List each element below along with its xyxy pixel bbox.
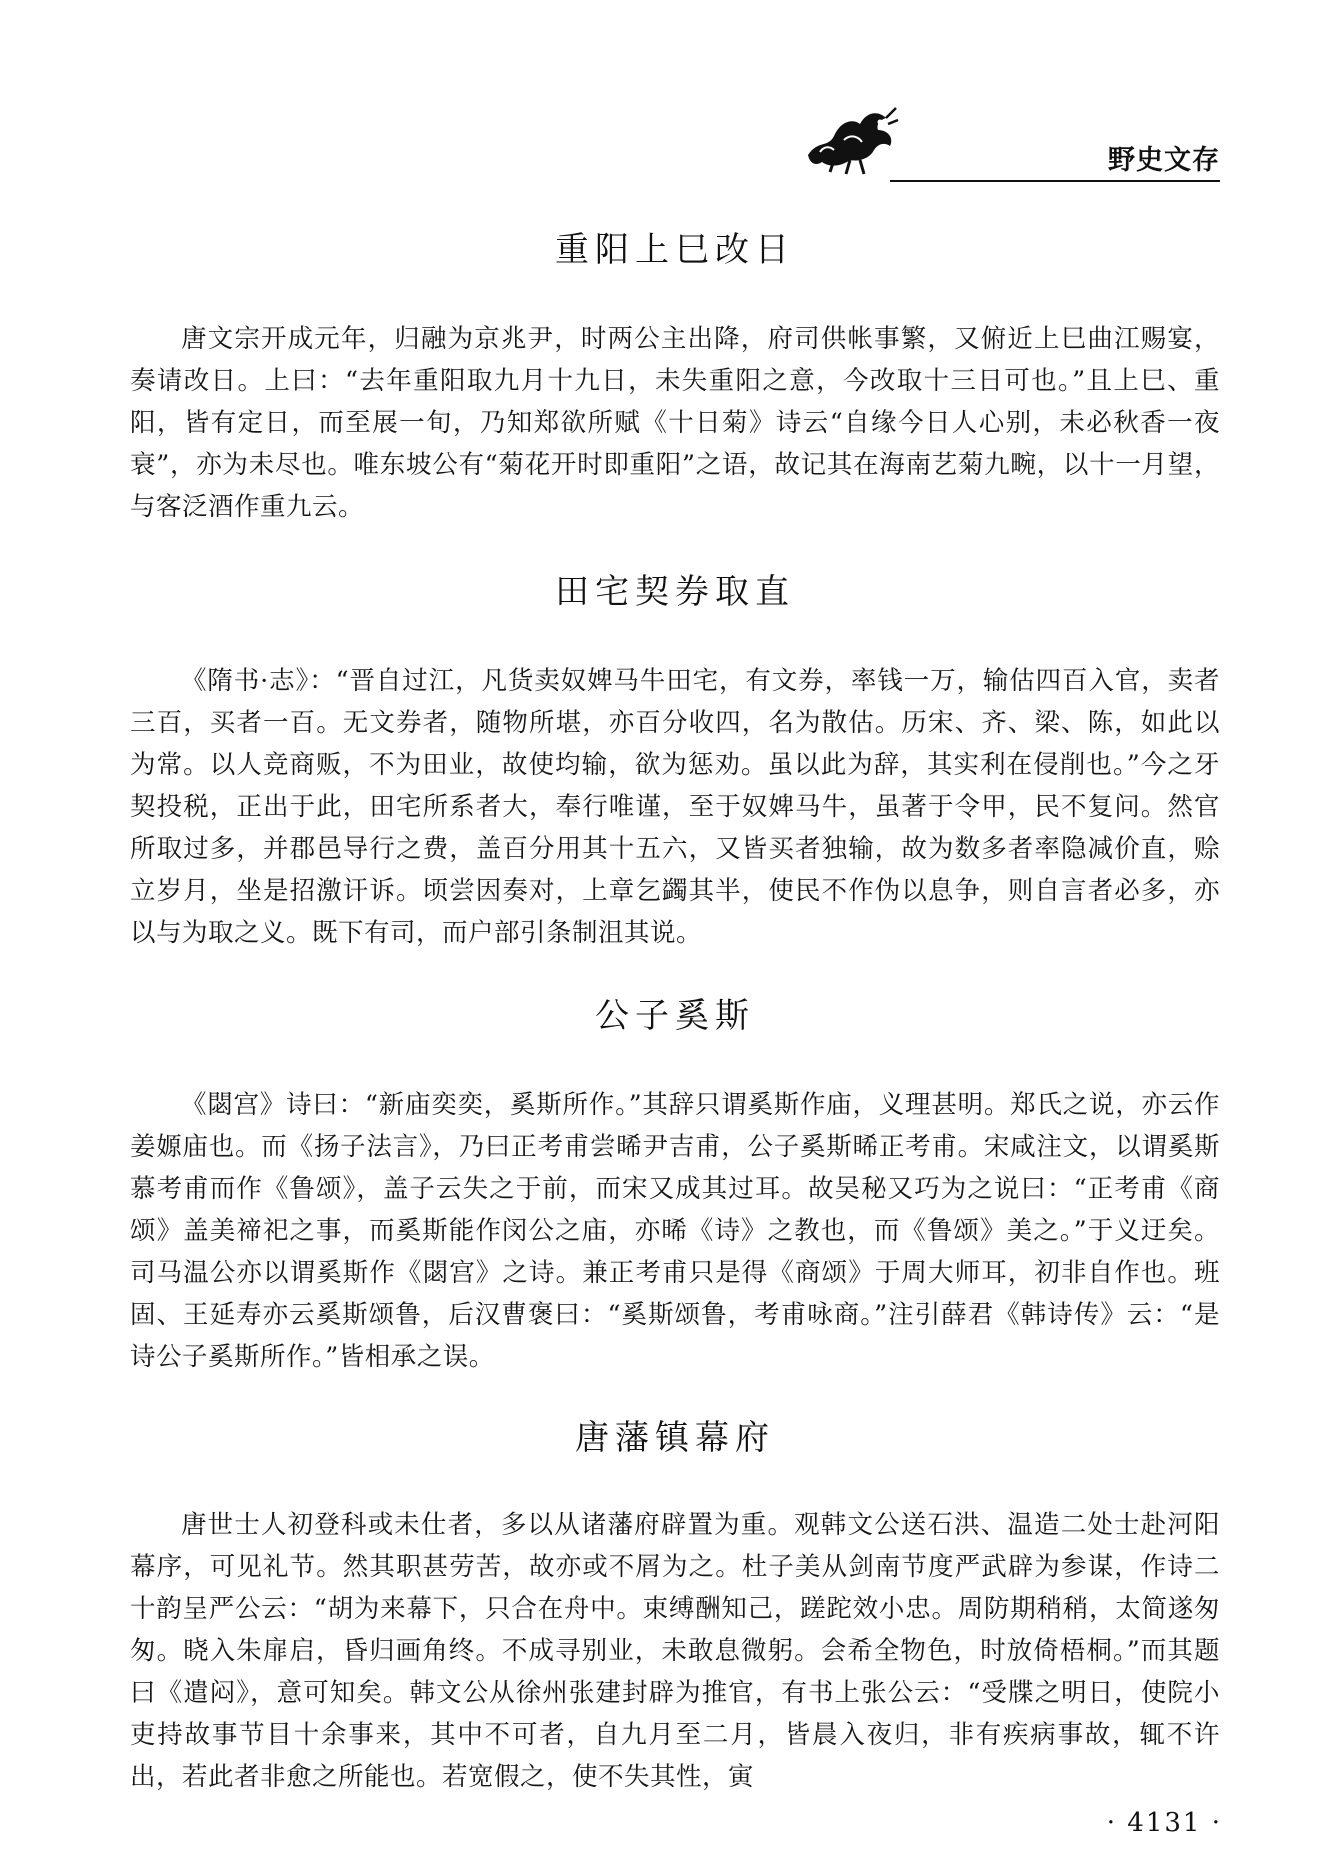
- section-chongyang: [130, 220, 1220, 528]
- section-body: 唐世士人初登科或未仕者，多以从诸藩府辟置为重。观韩文公送石洪、温造二处士赴河阳幕序，可见礼节。然其职甚劳苦，故亦或不屑为之。杜子美从剑南节度严武辟为参谋，作诗二十韵呈严公云：“胡为来幕下，只合在舟中。束缚酬知己，蹉跎效小忠。周防期稍稍，太简遂匆匆。晓入朱扉启，昏归画角终。不成寻别业，未敢息微躬。会希全物色，时放倚梧桐。”而其题曰《遣闷》，意可知矣。韩文公从徐州张建封辟为推官，有书上张公云：“受牒之明日，使院小吏持故事节目十余事来，其中不可者，自九月至二月，皆晨入夜归，非有疾病事故，辄不许出，若此者非愈之所能也。若宽假之，使不失其性，寅: [130, 1510, 1220, 1792]
- header-rule: [890, 180, 1220, 182]
- section-title: 田宅契券取直: [555, 572, 795, 612]
- header-title: 野史文存: [1108, 145, 1220, 176]
- dragon-emblem-icon: [800, 100, 900, 180]
- section-title: 公子奚斯: [595, 996, 755, 1036]
- section-muzhu: [130, 1408, 1220, 1798]
- section-title: 重阳上巳改日: [555, 230, 795, 270]
- section-xisi: [130, 986, 1220, 1378]
- page-number: · 4131 ·: [1106, 1808, 1222, 1838]
- section-title: 唐藩镇幕府: [575, 1418, 775, 1458]
- page-header: [790, 100, 1220, 190]
- section-body: 唐文宗开成元年，归融为京兆尹，时两公主出降，府司供帐事繁，又俯近上巳曲江赐宴，奏请改日。上曰：“去年重阳取九月十九日，未失重阳之意，今改取十三日可也。”且上巳、重阳，皆有定日，而至展一旬，乃知郑欲所赋《十日菊》诗云“自缘今日人心别，未必秋香一夜衰”，亦为未尽也。唯东坡公有“菊花开时即重阳”之语，故记其在海南艺菊九畹，以十一月望，与客泛酒作重九云。: [130, 324, 1220, 522]
- section-body: 《閟宫》诗曰：“新庙奕奕，奚斯所作。”其辞只谓奚斯作庙，义理甚明。郑氏之说，亦云作姜嫄庙也。而《扬子法言》，乃曰正考甫尝晞尹吉甫，公子奚斯晞正考甫。宋咸注文，以谓奚斯慕考甫而作《鲁颂》，盖子云失之于前，而宋又成其过耳。故吴秘又巧为之说曰：“正考甫《商颂》盖美禘祀之事，而奚斯能作闵公之庙，亦晞《诗》之教也，而《鲁颂》美之。”于义迂矣。司马温公亦以谓奚斯作《閟宫》之诗。兼正考甫只是得《商颂》于周大师耳，初非自作也。班固、王延寿亦云奚斯颂鲁，后汉曹褒曰：“奚斯颂鲁，考甫咏商。”注引薛君《韩诗传》云：“是诗公子奚斯所作。”皆相承之误。: [130, 1090, 1220, 1372]
- page-content: [130, 220, 1220, 1798]
- section-tianzhai: [130, 562, 1220, 954]
- section-body: 《隋书·志》：“晋自过江，凡货卖奴婢马牛田宅，有文券，率钱一万，输估四百入官，卖者三百，买者一百。无文券者，随物所堪，亦百分收四，名为散估。历宋、齐、梁、陈，如此以为常。以人竞商贩，不为田业，故使均输，欲为惩劝。虽以此为辞，其实利在侵削也。”今之牙契投税，正出于此，田宅所系者大，奉行唯谨，至于奴婢马牛，虽著于令甲，民不复问。然官所取过多，并郡邑导行之费，盖百分用其十五六，又皆买者独输，故为数多者率隐减价直，赊立岁月，坐是招激讦诉。顷尝因奏对，上章乞蠲其半，使民不作伪以息争，则自言者必多，亦以与为取之义。既下有司，而户部引条制沮其说。: [130, 666, 1220, 948]
